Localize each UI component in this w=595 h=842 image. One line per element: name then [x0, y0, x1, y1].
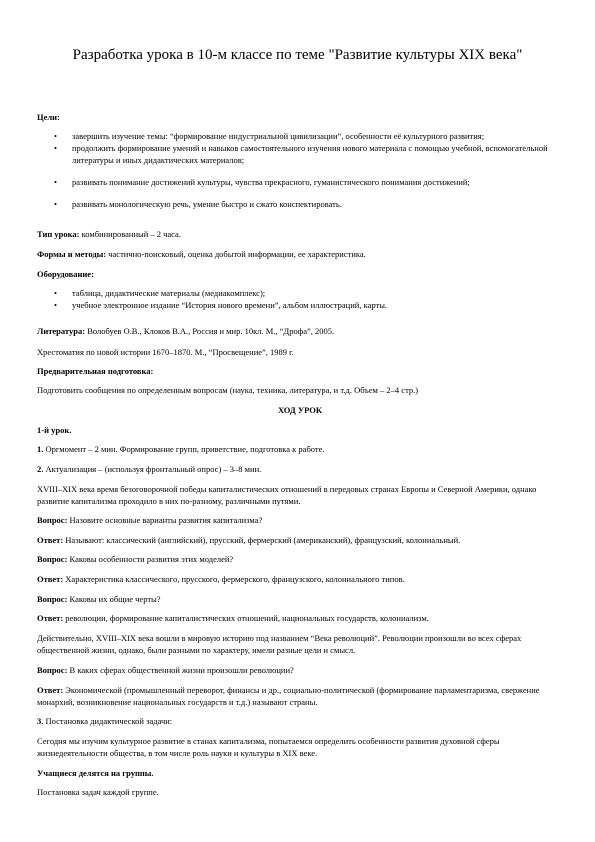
step-2-num: 2. [37, 464, 44, 474]
step-2 [37, 463, 563, 475]
qa-text: Каковы их общие черты? [67, 594, 161, 604]
qa-answer [37, 573, 563, 585]
prep-text: Подготовить сообщения по определенным вопросам (наука, техника, литература, и т.д. Объем – 2–4 стр.) [37, 385, 419, 395]
intro-paragraph: XVIII–XIX века время безоговорочной победы капиталистических отношений в передовых странах Европы и Северной Америки, однако развитие капитализма проходило в них по-разному, различными путями. [37, 484, 537, 507]
qa-answer [37, 684, 563, 709]
step-1 [37, 443, 563, 455]
goal-item: • завершить изучение темы: “формирование индустриальной цивилизации”, особенности её культурного развития; [37, 130, 563, 142]
prep-heading: Предварительная подготовка: [37, 366, 154, 376]
step-2-text: Актуализация – (используя фронтальный опрос) – 3–8 мин. [43, 464, 262, 474]
page-title: Разработка урока в 10-м классе по теме "Развитие культуры XIX века" [72, 47, 523, 63]
forms-label: Формы и методы: [37, 249, 107, 259]
goal-item: • развивать понимание достижений культуры, чувства прекрасного, гуманистического понимания достижений; [37, 176, 563, 188]
lesson-heading: ХОД УРОК [277, 405, 323, 415]
qa-question [37, 514, 563, 526]
lesson-type-label: Тип урока: [37, 229, 80, 239]
task-text: Постановка задач каждой группе. [37, 787, 159, 797]
equipment-item: • учебное электронное издание “История нового времени”, альбом иллюстраций, карты. [37, 299, 563, 311]
goals-list [37, 130, 563, 210]
step-3-num: 3 [37, 716, 42, 726]
equipment-list [37, 287, 563, 311]
qa-label: Ответ: [37, 574, 64, 584]
chrestomathy: Хрестоматия по новой истории 1670–1870. М., “Просвещение”, 1989 г. [37, 347, 294, 357]
qa-question [37, 553, 563, 565]
qa-text: Называют: классический (английский), прусский, фермерский (американский), французский, колониальный. [63, 535, 461, 545]
qa-label: Вопрос: [37, 594, 68, 604]
indeed-paragraph: Действительно, XVIII–XIX века вошли в мировую историю под названием “Века революций”. Революции произошли во всех сферах общественной жизни, однако, были разными по характеру, имели разные цели и смысл. [37, 633, 522, 656]
literature [37, 325, 563, 337]
qa-text: В каких сферах общественной жизни произошли революции? [67, 665, 294, 675]
goal-item: • развивать монологическую речь, умение быстро и сжато конспектировать. [37, 198, 563, 210]
groups-text: Учащиеся делятся на группы. [37, 768, 154, 778]
qa-label: Ответ: [37, 535, 64, 545]
lesson-type [37, 228, 563, 240]
literature-text: Волобуев О.В., Клоков В.А., Россия и мир. 10кл. М., “Дрофа”, 2005. [85, 326, 335, 336]
qa-text: Каковы особенности развития этих моделей? [67, 554, 234, 564]
forms-text: частично-поисковый, оценка добытой информации, ее характеристика. [106, 249, 366, 259]
step-1-num: 1. [37, 444, 44, 454]
qa-label: Вопрос: [37, 665, 68, 675]
equipment-heading: Оборудование: [37, 269, 94, 279]
equipment-item: • таблица, дидактические материалы (медиакомплекс); [37, 287, 563, 299]
lesson-type-text: комбинированный – 2 часа. [79, 229, 181, 239]
step-3 [37, 715, 563, 727]
literature-label: Литература: [37, 326, 86, 336]
qa-label: Ответ: [37, 613, 64, 623]
forms-methods [37, 248, 563, 260]
qa-text: Характеристика классического, прусского, фермерского, французского, колониального типов. [63, 574, 405, 584]
qa-question [37, 593, 563, 605]
qa-label: Вопрос: [37, 554, 68, 564]
goal-item: • продолжить формирование умений и навыков самостоятельного изучения нового материала с помощью учебной, вспомогательной литературы и иных дидактических материалов; [37, 142, 563, 166]
first-lesson-heading: 1-й урок. [37, 425, 72, 435]
qa-text: Назовите основные варианты развития капитализма? [67, 515, 263, 525]
qa-label: Ответ: [37, 685, 64, 695]
qa-text: революции, формирование капиталистических отношений, национальных государств, колониализм. [63, 613, 429, 623]
step-3-text: . Постановка дидактической задачи: [41, 716, 173, 726]
qa-label: Вопрос: [37, 515, 68, 525]
qa-question [37, 664, 563, 676]
qa-answer [37, 612, 563, 624]
today-paragraph: Сегодня мы изучим культурное развитие в станах капитализма, попытаемся определить особенности развития духовной сферы жизнедеятельности общества, в том числе роль науки и культуры в XIX веке. [37, 736, 500, 759]
goals-heading: Цели: [37, 112, 60, 122]
qa-text: Экономической (промышленный переворот, финансы и др., социально-политической (формирование парламентаризма, свержение монархий, возникновение национальных государств и т.д.) называют страны. [37, 685, 540, 708]
qa-answer [37, 534, 563, 546]
step-1-text: Оргмомент – 2 мин. Формирование групп, приветствие, подготовка к работе. [43, 444, 325, 454]
